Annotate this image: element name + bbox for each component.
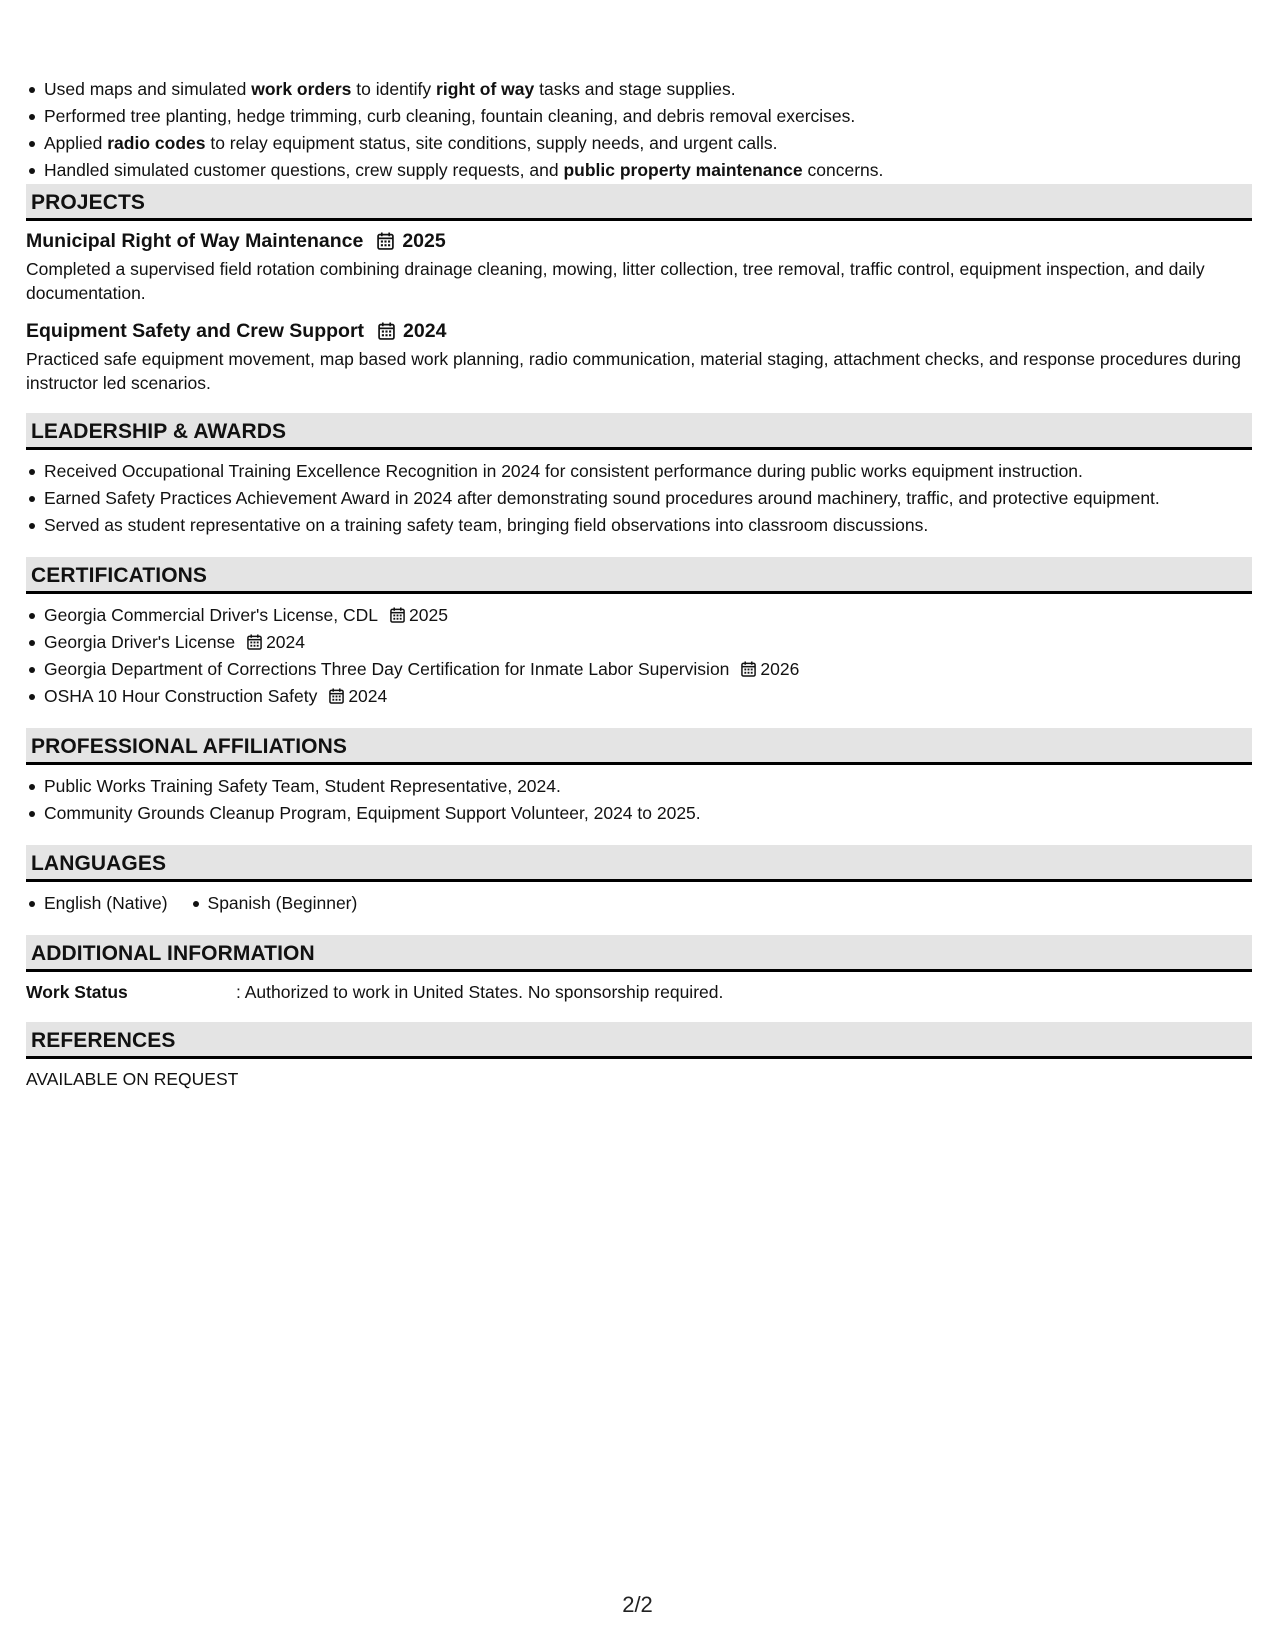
bold-keyword: work orders	[251, 79, 352, 99]
resume-page	[26, 76, 1252, 1109]
text-segment: to relay equipment status, site conditions, supply needs, and urgent calls.	[205, 133, 778, 153]
language-item: Spanish (Beginner)	[208, 890, 358, 917]
project-title-row	[26, 319, 1252, 343]
certification-year: 2024	[348, 686, 388, 706]
project-title-row	[26, 229, 1252, 253]
project-year: 2025	[402, 230, 446, 252]
text-segment: Performed tree planting, hedge trimming, curb cleaning, fountain cleaning, and debris removal exercises.	[44, 106, 856, 126]
bold-keyword: right of way	[436, 79, 535, 99]
project-title: Equipment Safety and Crew Support	[26, 320, 365, 342]
certification-year: 2025	[409, 605, 448, 625]
list-item: Received Occupational Training Excellence Recognition in 2024 for consistent performance during public works equipment instruction.	[44, 458, 1252, 485]
references-section	[26, 1022, 1252, 1091]
calendar-icon	[377, 232, 394, 250]
work-status-row	[26, 980, 1252, 1004]
list-item	[44, 130, 1252, 157]
project-item	[26, 319, 1252, 395]
list-item: Served as student representative on a training safety team, bringing field observations into classroom discussions.	[44, 512, 1252, 539]
section-heading-leadership: LEADERSHIP & AWARDS	[26, 413, 1252, 450]
page-number: 2/2	[622, 1592, 653, 1617]
certification-name: Georgia Commercial Driver's License, CDL	[44, 605, 378, 625]
list-item	[44, 103, 1252, 130]
calendar-icon	[378, 322, 395, 340]
text-segment: Applied	[44, 133, 108, 153]
certification-item	[44, 683, 1252, 710]
list-item: Earned Safety Practices Achievement Award in 2024 after demonstrating sound procedures around machinery, traffic, and protective equipment.	[44, 485, 1252, 512]
section-heading-affiliations: PROFESSIONAL AFFILIATIONS	[26, 728, 1252, 765]
text-segment: tasks and stage supplies.	[534, 79, 736, 99]
certification-name: Georgia Department of Corrections Three Day Certification for Inmate Labor Supervision	[44, 659, 730, 679]
calendar-icon	[741, 661, 756, 677]
text-segment: Handled simulated customer questions, crew supply requests, and	[44, 160, 564, 180]
certification-item	[44, 629, 1252, 656]
text-segment: to identify	[351, 79, 437, 99]
references-text: AVAILABLE ON REQUEST	[26, 1069, 239, 1089]
calendar-icon	[329, 688, 344, 704]
text-segment: Used maps and simulated	[44, 79, 252, 99]
languages-section	[26, 845, 1252, 917]
certification-name: OSHA 10 Hour Construction Safety	[44, 686, 318, 706]
list-item: Community Grounds Cleanup Program, Equipment Support Volunteer, 2024 to 2025.	[44, 800, 1252, 827]
list-item	[44, 76, 1252, 103]
experience-bullets	[26, 76, 1252, 184]
calendar-icon	[247, 634, 262, 650]
section-heading-additional: ADDITIONAL INFORMATION	[26, 935, 1252, 972]
section-heading-certifications: CERTIFICATIONS	[26, 557, 1252, 594]
language-item: English (Native)	[44, 890, 168, 917]
project-year: 2024	[403, 320, 447, 342]
certification-year: 2024	[266, 632, 305, 652]
work-status-value: : Authorized to work in United States. No sponsorship required.	[236, 982, 724, 1002]
calendar-icon	[390, 607, 405, 623]
certification-item	[44, 602, 1252, 629]
list-item: Public Works Training Safety Team, Student Representative, 2024.	[44, 773, 1252, 800]
bold-keyword: public property maintenance	[563, 160, 803, 180]
certification-item	[44, 656, 1252, 683]
projects-section	[26, 184, 1252, 395]
leadership-section	[26, 413, 1252, 539]
certification-name: Georgia Driver's License	[44, 632, 236, 652]
project-title: Municipal Right of Way Maintenance	[26, 230, 364, 252]
additional-info-section	[26, 935, 1252, 1004]
list-item	[44, 157, 1252, 184]
section-heading-languages: LANGUAGES	[26, 845, 1252, 882]
project-description: Completed a supervised field rotation combining drainage cleaning, mowing, litter collection, tree removal, traffic control, equipment inspection, and daily documentation.	[26, 259, 1205, 303]
project-description: Practiced safe equipment movement, map based work planning, radio communication, material staging, attachment checks, and response procedures during instructor led scenarios.	[26, 349, 1241, 393]
certification-year: 2026	[760, 659, 800, 679]
affiliations-section	[26, 728, 1252, 827]
bold-keyword: radio codes	[107, 133, 206, 153]
text-segment: concerns.	[802, 160, 884, 180]
section-heading-references: REFERENCES	[26, 1022, 1252, 1059]
certifications-section	[26, 557, 1252, 710]
work-status-label: Work Status	[26, 982, 128, 1002]
project-item	[26, 229, 1252, 305]
section-heading-projects: PROJECTS	[26, 184, 1252, 221]
